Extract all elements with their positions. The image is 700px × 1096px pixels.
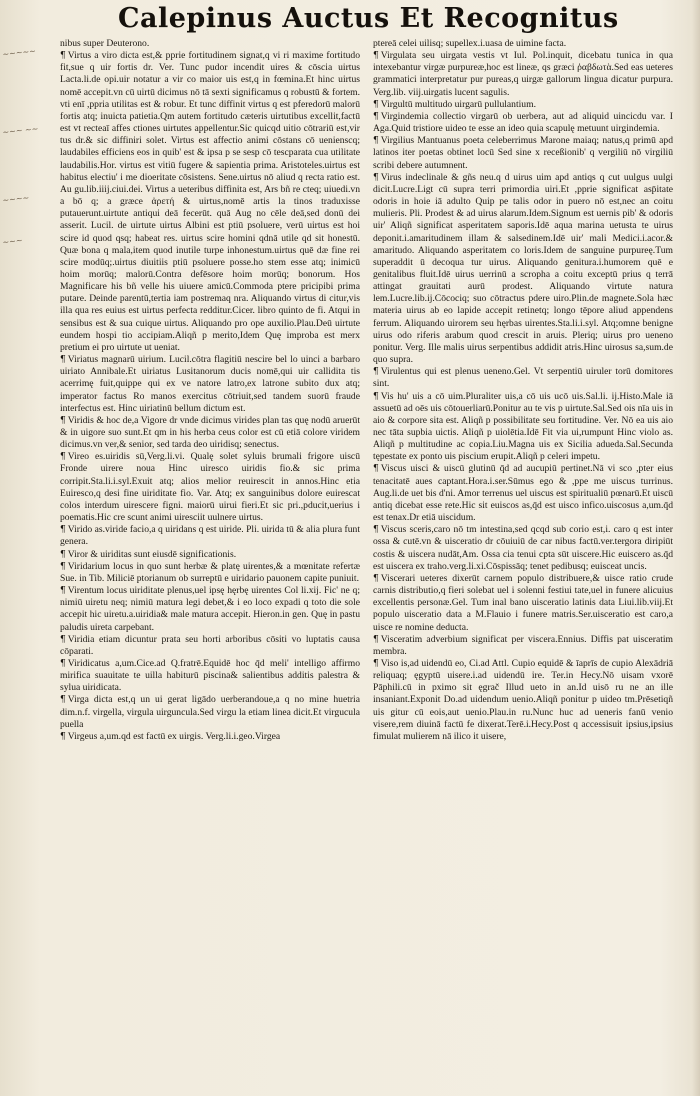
- dictionary-entry: [373, 172, 673, 367]
- pilcrow-icon: ¶: [373, 464, 379, 475]
- pilcrow-icon: ¶: [373, 391, 379, 402]
- right-entries: [373, 50, 673, 743]
- entry-text: Vis hu' uis a cō uim.Pluraliter uis,a cō uis ucō uis.Sal.li. ij.Histo.Male iā assuetū ad oēs uis cōtouerliarū.Ponitur au te vis p uirtute.Sal.Sed ois nīa uis in aio & corpore sita est. Aliqñ p possibilitate seu fortitudine. Ver. Nō ea uis aio nec tāta supbia uictis. Aliqñ p uiolētia.Idē Fit via ui,rumpunt Hinc violo as. Aliqñ p multitudine ac copia.Liu.Magna uis ex Sicilia adueda.Sal.Secunda tępestate ex ponto uis piscium erupit.Aliqñ p celeri impetu.: [373, 390, 673, 463]
- left-column: [60, 38, 360, 1058]
- pilcrow-icon: ¶: [60, 452, 66, 463]
- entry-text: Virtus a viro dicta est,& pprie fortitudinem signat,q vi ri maxime fortitudo fit,sue q uir fortis dr. Ver. Tunc pudor incendit uires & cōscia uirtus Lacta.li.de opi.uir notatur a vir co maior uis est,q in fœmina.Et hinc uirtus nomē accepit.vn cū uirtū dicimus nō tā sexti significamus q robustū & fortem. vti enī ,ppria utilitas est & robur. Et tunc diffinit virtus q est pferedorū malorū fortis atq; inuicta patietia.Qm autem fortitudo cæteris uirtutibus excellit,factū est vt recteaī affes ctiones uirtutes appellentur.Sic quicqd uitio cōtrariū est,vir tus dr.& sic diffiniri solet. Virtus est affectio animi cōstans cō uenienscq; laudabiles efficiens eos in quib' est & ipsa p se sesp cō tescparata cua utilitate laudabilis.Hor. virtus est vitiū fugere & sapientia prima. Aristoteles.uirtus est habitus electiu' i me dioeritate cōsistens. Sene.uirtus nō aliud q recta ratio est. Au gu.lib.iiij.ciui.dei. Virtus a ueteribus diffinita est, Ars bñ re cteq; uiuedi.vn a bō q; a græce ἀρετή & uirtus,nomē artis la tinos traduxisse putauerunt.uirtute antiqui deā fecerūt. quā Aug no cēle deā,sed donū dei asserit. Lucil. de uirtute uirtus Albini est ptiū psoluere, verū uirtus est hoi scire id quod qsq; habeat res. uirtus scire homini qdnā utile qd sit honestū. Quæ bona q mala,item quod inutile turpe inhonestum.uirtus quē dæ fine rei scire modūq;.uirtus diuitiis ptiū psoluere posse.ho stem esse atq; inimicū hoim morūq; malorū.Contra defēsore hoim morūq; bonorum. Hos Magnificare his bñ velle his uiuere amicū.Commoda ptere pricipibi prima putare. Deinde parentū,tertia iam postremaq nra. Aliquando virtus di citur,vis illa qua res euius est uirtus perfecta redditur.Cicer. libro quinto de fi. Atqui in sensibus est & sua cuique uirtus. Aliquando pro ope auxilio.Plau.Deū uirtute eundem hospi tio accipiam.Aliqñ p merito,Idem Quę improba est merx pretium ei pro uirtute ut ueniat.: [60, 50, 360, 353]
- pilcrow-icon: ¶: [373, 136, 379, 147]
- dictionary-entry: [373, 634, 673, 658]
- pilcrow-icon: ¶: [60, 415, 66, 426]
- dictionary-entry: [373, 524, 673, 573]
- entry-text: Virgilius Mantuanus poeta celeberrimus Marone maiaq; natus,q primū apd latinos iter poetas obtinet locū Sed sine x receßionib' q vergiliū nō virgiliū scribi debere autumnent.: [373, 135, 673, 171]
- dictionary-entry: [60, 415, 360, 451]
- pilcrow-icon: ¶: [60, 525, 66, 536]
- entry-text: Virido as.viride facio,a q uiridans q est uiride. Pli. uirida tū & alia plura funt genera.: [60, 524, 360, 548]
- pilcrow-icon: ¶: [60, 549, 66, 560]
- entry-text: Viridicatus a,um.Cice.ad Q.fratrē.Equidē hoc q̄d meli' intelligo affirmo mirifica suauitate te uilla habiturū piscina& salientibus additis palestra & sylua uiridicata.: [60, 657, 360, 694]
- dictionary-entry: [60, 634, 360, 658]
- entry-text: Visceratim adverbium significat per viscera.Ennius. Diffis pat uisceratim membra.: [373, 633, 673, 657]
- entry-text: Viscerari ueteres dixerūt carnem populo distribuere,& uisce ratio crude carnis distributio,q fieri solebat uel i solenni festiui tate,uel in funere alicuius excellentis personæ.Gel. Tum inal bano uisceratio latinis data Liui.lib.viij.Et populo uisceratio data a M.Flauio i funere matris.Ser.uisceratio est caro,a uisce re nomine deducta.: [373, 572, 673, 633]
- pilcrow-icon: ¶: [60, 658, 66, 669]
- dictionary-entry: [60, 524, 360, 548]
- entry-text: Vireo es.uiridis sū,Verg.li.vi. Qualę solet syluis brumali frigore uiscū Fronde uirere noua Hinc uiresco uiridis fio.& sic prima corripit.Sta.li.i.syl.Exuit atq; alios melior reuirescit in annos.Hinc etia Euiresco,q desi fine uiriditate fio. Var. Atq; ex sanguinibus dolore euirescat colos interdum uirescere figni. maiorū uirui fieri.Et sic pri.,pducit,uerius i poematis.Hic cre scunt animi uiresciit uulnere uirtus.: [60, 451, 360, 524]
- pilcrow-icon: ¶: [373, 51, 379, 62]
- continued-text: nibus super Deuterono.: [60, 38, 150, 49]
- dictionary-entry: [60, 585, 360, 634]
- pilcrow-icon: ¶: [373, 172, 379, 183]
- dictionary-entry: [60, 549, 360, 561]
- left-entries: [60, 50, 360, 743]
- right-column: [373, 38, 673, 1058]
- entry-text: Virgulata seu uirgata vestis vt Iul. Pol.inquit, dicebatu tunica in qua intexebantur virgæ purpureæ,hoc est lineæ, qs græci ῥαβδωτὰ.Sed eas ueteres grammatici interpretatur pur pureas,q uirgæ gallorum lingua dicatur purpura. Verg.lib. viij.uirgatis lucent sagulis.: [373, 50, 673, 98]
- dictionary-entry: [60, 561, 360, 585]
- pilcrow-icon: ¶: [373, 99, 379, 110]
- entry-text: Virgeus a,um.qd est factū ex uirgis. Verg.li.i.geo.Virgea: [67, 730, 281, 742]
- pilcrow-icon: ¶: [373, 658, 379, 669]
- entry-text: Virga dicta est,q un ui gerat ligādo uerberandoue,a q no mine huetria dim.n.f. virgella, virgula uirguncula.Sed virgu la etiam linea dicit.Et virgucula puella: [60, 694, 360, 730]
- entry-text: Viscus sceris,caro nō tm intestina,sed qcqd sub corio est,i. caro q est inter ossa & cutē.vn & uisceratio dr cōuiuiū de car nibus factū.ver.tergora diripiūt costis & uiscera nudāt,Am. Ossa cia tenui cpta sūt uiscere.Hic euiscero as.q̄d est uiscera ex traho.verg.li.xi.Cōspissāq; tenet pedibusq; euisceat uncis.: [373, 524, 673, 572]
- handwritten-margin-note: ~~~~~: [2, 46, 37, 59]
- dictionary-entry: [373, 366, 673, 390]
- dictionary-entry: [373, 463, 673, 524]
- handwritten-margin-note: ~~~: [2, 235, 23, 247]
- pilcrow-icon: ¶: [373, 525, 379, 536]
- pilcrow-icon: ¶: [60, 586, 66, 597]
- dictionary-entry: [373, 573, 673, 634]
- pilcrow-icon: ¶: [60, 634, 66, 645]
- pilcrow-icon: ¶: [60, 695, 66, 706]
- dictionary-entry: [373, 50, 673, 99]
- entry-text: Viridarium locus in quo sunt herbæ & platę uirentes,& a mœnitate refertæ Sue. in Tib. Miliciē ptorianum ob surreptū e uiridario pauonem capite puniuit.: [60, 560, 360, 584]
- entry-text: Viriatus magnarū uirium. Lucil.cōtra flagitiū nescire bel lo uinci a barbaro uiriato Annibale.Et uiriatus Lusitanorum ducis nomē,qui uir callidita tis acerrimę fuit,quippe qui ex ve natore latro,ex latrone subito dux atq; imperator factus Ro manos exercitus cōtriuit,sed tandem suorū fraude interfectus est. Hinc uiriatinū bellum dictum est.: [60, 354, 360, 414]
- dictionary-entry: [60, 50, 360, 354]
- pilcrow-icon: ¶: [60, 51, 66, 62]
- entry-text: Virgindemia collectio virgarū ob uerbera, aut ad aliquid uincicdu var. I Aga.Quid tristiore uideo te esse an ideo quia scapulę metuunt uirgindemia.: [373, 110, 673, 135]
- entry-text: Viror & uiriditas sunt eiusdē significationis.: [67, 548, 237, 560]
- dictionary-entry: [60, 451, 360, 524]
- page-edge-shadow: [692, 0, 700, 1096]
- pilcrow-icon: ¶: [373, 573, 379, 584]
- handwritten-margin-note: ~~~ ~~: [2, 124, 39, 137]
- entry-text: Virus indeclinale & gñs neu.q d uirus uim apd antiqs q cut uulgus uulgi dicit.Lucre.Ligt cū supra terri primordia uiri.Et ,pprie significat asp̄itate odoris in hoie iā adulto Quip pe talis odor in puero nō est,nec an coitu mulieris. Pli. Prodest & ad uirus alarum.Idem.Signum est uernis pib' & odoris uir' Aliqñ significat asperitatem saporis.Idē aqua marina uetusta te uirus deponit.i.amaritudinem illam & salsedinem.Idē uir' mali Medici.i.acor.& amaritudo. Aliquando asperitatem co loris.Idem de sanguine purpureę.Tum superaddit ū decoqua tur uirus. Aliquando genitura.i.humorem quē e genitalibus fluit.Idē uirus uerrinū a scropha a coitu exceptū prius q terrā attingat grauitati aurū prodest. Aliquando virtute natura lem.Lucre.lib.ij.Cōcociq; suo cōtractus pdere uiro.Plin.de magnete.Sola hæc materia uirus ab eo lapide accepit retinetq; longo tēpore aliud appendens ferrum. Aliquando uirorem seu hęrbas uirentes.Sta.li.i.syl. Atq;omne benigne uirus odo riferis arabum quod crescit in aruis. Pleriq; uirus pro ueneno ponitur. Verg. Ille malis uirus serpentibus addidit atris.Hinc uirosus sa,sum.de quo supra.: [373, 171, 673, 366]
- entry-text: Viscus uisci & uiscū glutinū q̄d ad aucupiū pertinet.Nā vi sco ,pter eius tenacitatē aues captant.Hora.i.ser.Sūmus ego & ,ppe me uiscus turrinus. Aug.li.de uet bis d'ni. Amor terrenus uel uiscus est spiritualiū pœnarū.Et uiscū antiq dicebat esse rete.Hic sit euiscos as,q̄d est uisco infico.uiscosus a,um.q̄d est tenax.Dr etiā uiscidum.: [373, 463, 673, 524]
- pilcrow-icon: ¶: [60, 355, 66, 366]
- pilcrow-icon: ¶: [373, 367, 379, 378]
- entry-text: Viridis & hoc de,a Vigore dr vnde dicimus virides plan tas quę nodū aruerūt & in uigore suo sunt.Et qm in his herba ceus color est cū etiā colore viridem dicimus.vn ver,& senior, sed tarda deo uiridisq; senectus.: [60, 414, 360, 451]
- pilcrow-icon: ¶: [373, 634, 379, 645]
- entry-text: Virulentus qui est plenus ueneno.Gel. Vt serpentiū uiruler torū domitores sint.: [373, 366, 673, 390]
- dictionary-entry: [373, 111, 673, 135]
- entry-text: Virgultū multitudo uirgarū pullulantium.: [380, 98, 536, 110]
- pilcrow-icon: ¶: [60, 561, 66, 572]
- running-header: Calepinus Auctus Et Recognitus: [118, 3, 619, 34]
- left-margin: [0, 0, 58, 1096]
- handwritten-margin-note: ~~~~: [2, 193, 30, 205]
- entry-text: Viridia etiam dicuntur prata seu horti arboribus cōsiti vo luptatis causa cōparati.: [60, 633, 360, 657]
- entry-text: Virentum locus uiriditate plenus,uel ipsę hęrbę uirentes Col li.xij. Fic' ne q; nimiū uiretu neq; nimiū matura legi debet,& i eo loco expadi q toto die sole accepit hic uiretu.a.uiridia& male matura accepit. Hieron.in gen. Quę in pastu paludis uireta carpebant.: [60, 585, 360, 633]
- entry-text: Viso is,ad uidendū eo, Ci.ad Attl. Cupio equidē & īaprīs de cupio Alexādriā reliquaq; ęgyptū uisere.i.ad uidendū ire. Ter.in Hecy.Nō uisam vxorē Pāphili.cū in pximo sit ęgrač Illud ueto in an.Id uisō ru ne an ille insaniant.Exponit Do.ad uidendum uenio.Aliqñ ponitur p uideo tm.Prēsetiqñ uis gitur cū eois,aut uenio.Plau.in ru.Nunc huc ad ueneris fanū venio visere,rem diuinā factū fe dixerat.Terē.i.Hecy.Post q accessisuit ipsius,ipsius fimulat mulierem nā ilico it uisere,: [373, 657, 673, 742]
- dictionary-entry: [373, 658, 673, 743]
- dictionary-entry: [373, 391, 673, 464]
- dictionary-entry: [373, 99, 673, 111]
- dictionary-entry: [60, 694, 360, 730]
- dictionary-entry: [373, 135, 673, 171]
- dictionary-entry: [60, 658, 360, 694]
- continued-text: ptereā celei uilisq; supellex.i.uasa de uimine facta.: [373, 38, 567, 49]
- dictionary-entry: [60, 354, 360, 415]
- pilcrow-icon: ¶: [60, 731, 66, 742]
- pilcrow-icon: ¶: [373, 111, 379, 122]
- column-gutter: [366, 40, 367, 1040]
- dictionary-entry: [60, 731, 360, 743]
